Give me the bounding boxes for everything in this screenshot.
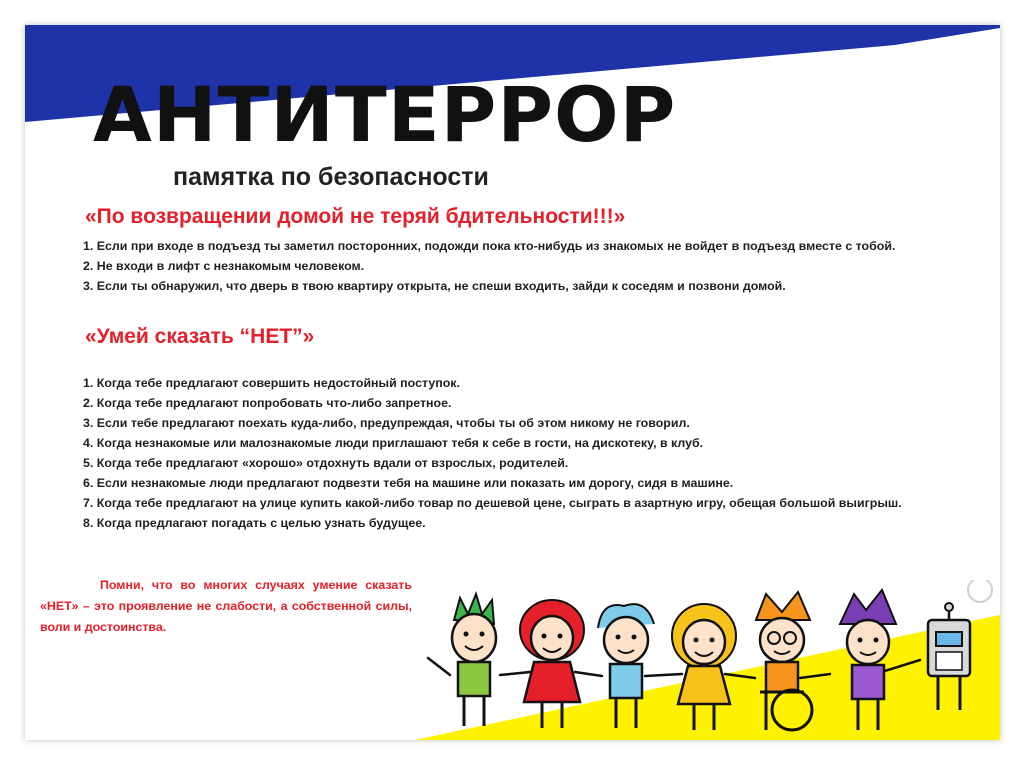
section2-list bbox=[43, 373, 983, 533]
list-item: 3. Если ты обнаружил, что дверь в твою квартиру открыта, не спеши входить, зайди к соседям и позвони домой. bbox=[83, 279, 786, 293]
list-item: 1. Когда тебе предлагают совершить недостойный поступок. bbox=[83, 376, 460, 390]
list-item: 5. Когда тебе предлагают «хорошо» отдохнуть вдали от взрослых, родителей. bbox=[83, 456, 569, 470]
list-item: 7. Когда тебе предлагают на улице купить какой-либо товар по дешевой цене, сыграть в азартную игру, обещая большой выигрыш. bbox=[83, 496, 902, 510]
purple-hat-child bbox=[840, 590, 896, 730]
list-item: 8. Когда предлагают погадать с целью узнать будущее. bbox=[83, 516, 426, 530]
children-illustration bbox=[420, 580, 1000, 740]
memo-text: Помни, что во многих случаях умение сказать «НЕТ» – это проявление не слабости, а собственной силы, воли и достоинства. bbox=[40, 578, 412, 634]
blue-haired-child bbox=[598, 604, 654, 728]
green-haired-child bbox=[452, 594, 496, 726]
section1-heading: «По возвращении домой не теряй бдительности!!!» bbox=[85, 205, 626, 228]
child-in-wheelchair bbox=[756, 592, 812, 730]
section2-heading: «Умей сказать “НЕТ”» bbox=[85, 325, 315, 348]
list-item: 2. Когда тебе предлагают попробовать что-либо запретное. bbox=[83, 396, 452, 410]
list-item: 2. Не входи в лифт с незнакомым человеком. bbox=[83, 259, 365, 273]
red-haired-girl bbox=[520, 600, 584, 728]
list-item: 3. Если тебе предлагают поехать куда-либо, предупреждая, чтобы ты об этом никому не говорил. bbox=[83, 416, 690, 430]
yellow-haired-girl bbox=[672, 604, 736, 730]
slide bbox=[25, 25, 1000, 740]
held-hands bbox=[428, 658, 920, 678]
page-title: АНТИТЕРРОР bbox=[93, 70, 677, 159]
page-subtitle: памятка по безопасности bbox=[173, 163, 489, 191]
list-item: 6. Если незнакомые люди предлагают подвезти тебя на машине или показать им дорогу, сидя в машине. bbox=[83, 476, 734, 490]
robot bbox=[928, 580, 992, 710]
list-item: 4. Когда незнакомые или малознакомые люди приглашают тебя к себе в гости, на дискотеку, в клуб. bbox=[83, 436, 704, 450]
section1-list bbox=[43, 236, 983, 296]
list-item: 1. Если при входе в подъезд ты заметил посторонних, подожди пока кто-нибудь из знакомых не войдет в подъезд вместе с тобой. bbox=[83, 239, 896, 253]
